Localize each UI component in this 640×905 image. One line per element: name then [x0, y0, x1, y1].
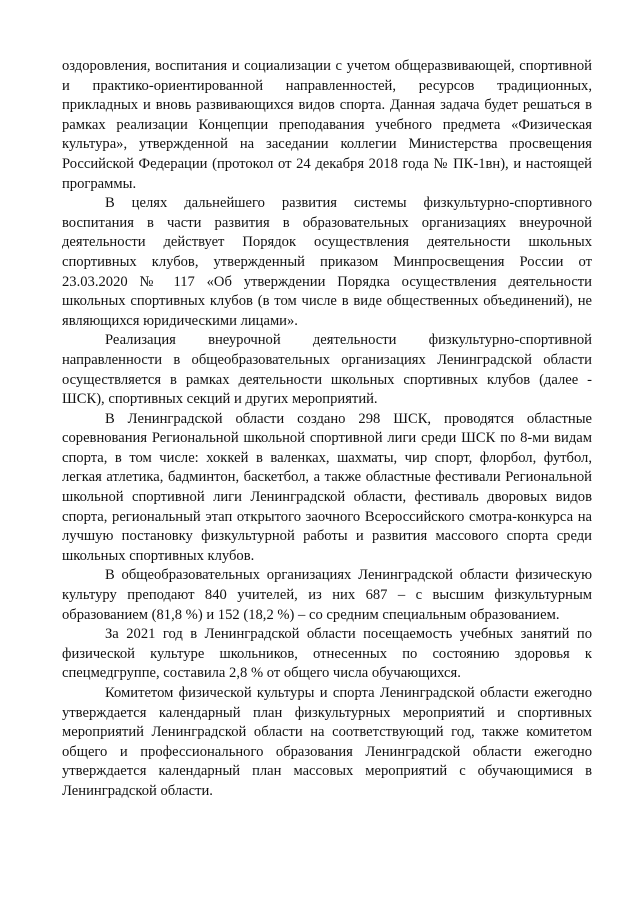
paragraph-extracurricular: Реализация внеурочной деятельности физкультурно-спортивной направленности в общеобразовательных организациях Ленинградской области осуществляется в рамках деятельности школьных спортивных клубов (далее - ШСК), спортивных секций и других мероприятий. [62, 332, 592, 408]
paragraph-calendar-plan: Комитетом физической культуры и спорта Ленинградской области ежегодно утверждается календарный план физкультурных мероприятий и спортивных мероприятий Ленинградской области на соответствующий год, также комитетом общего и профессионального образования Ленинградской области ежегодно утверждается календарный план массовых мероприятий с обучающимися в Ленинградской области. [62, 685, 592, 799]
paragraph-club-procedure: В целях дальнейшего развития системы физкультурно-спортивного воспитания в части развития в образовательных организациях внеурочной деятельности действует Порядок осуществления деятельности школьных спортивных клубов, утвержденный приказом Минпросвещения России от 23.03.2020 № 117 «Об утверждении Порядка осуществления деятельности школьных спортивных клубов (в том числе в виде общественных объединений), не являющихся юридическими лицами». [62, 195, 592, 329]
paragraph-attendance: За 2021 год в Ленинградской области посещаемость учебных занятий по физической культуре школьников, отнесенных по состоянию здоровья к спецмедгруппе, составила 2,8 % от общего числа обучающихся. [62, 626, 592, 682]
paragraph-teachers: В общеобразовательных организациях Ленинградской области физическую культуру преподают 840 учителей, из них 687 – с высшим физкультурным образованием (81,8 %) и 152 (18,2 %) – со средним специальным образованием. [62, 567, 592, 623]
paragraph-school-clubs: В Ленинградской области создано 298 ШСК, проводятся областные соревнования Региональной школьной спортивной лиги среди ШСК по 8-ми видам спорта, в том числе: хоккей в валенках, шахматы, чир спорт, флорбол, футбол, легкая атлетика, бадминтон, баскетбол, а также областные фестивали Региональной школьной спортивной лиги Ленинградской области, фестиваль дворовых видов спорта, региональный этап открытого заочного Всероссийского смотра-конкурса на лучшую постановку физкультурной работы и развития массового спорта среди школьных спортивных клубов. [62, 410, 592, 564]
document-page [62, 57, 592, 802]
paragraph-continuation: оздоровления, воспитания и социализации с учетом общеразвивающей, спортивной и практико-ориентированной направленностей, ресурсов традиционных, прикладных и вновь развивающихся видов спорта. Данная задача будет решаться в рамках реализации Концепции преподавания учебного предмета «Физическая культура», утвержденной на заседании коллегии Министерства просвещения Российской Федерации (протокол от 24 декабря 2018 года № ПК-1вн), и настоящей программы. [62, 58, 592, 192]
